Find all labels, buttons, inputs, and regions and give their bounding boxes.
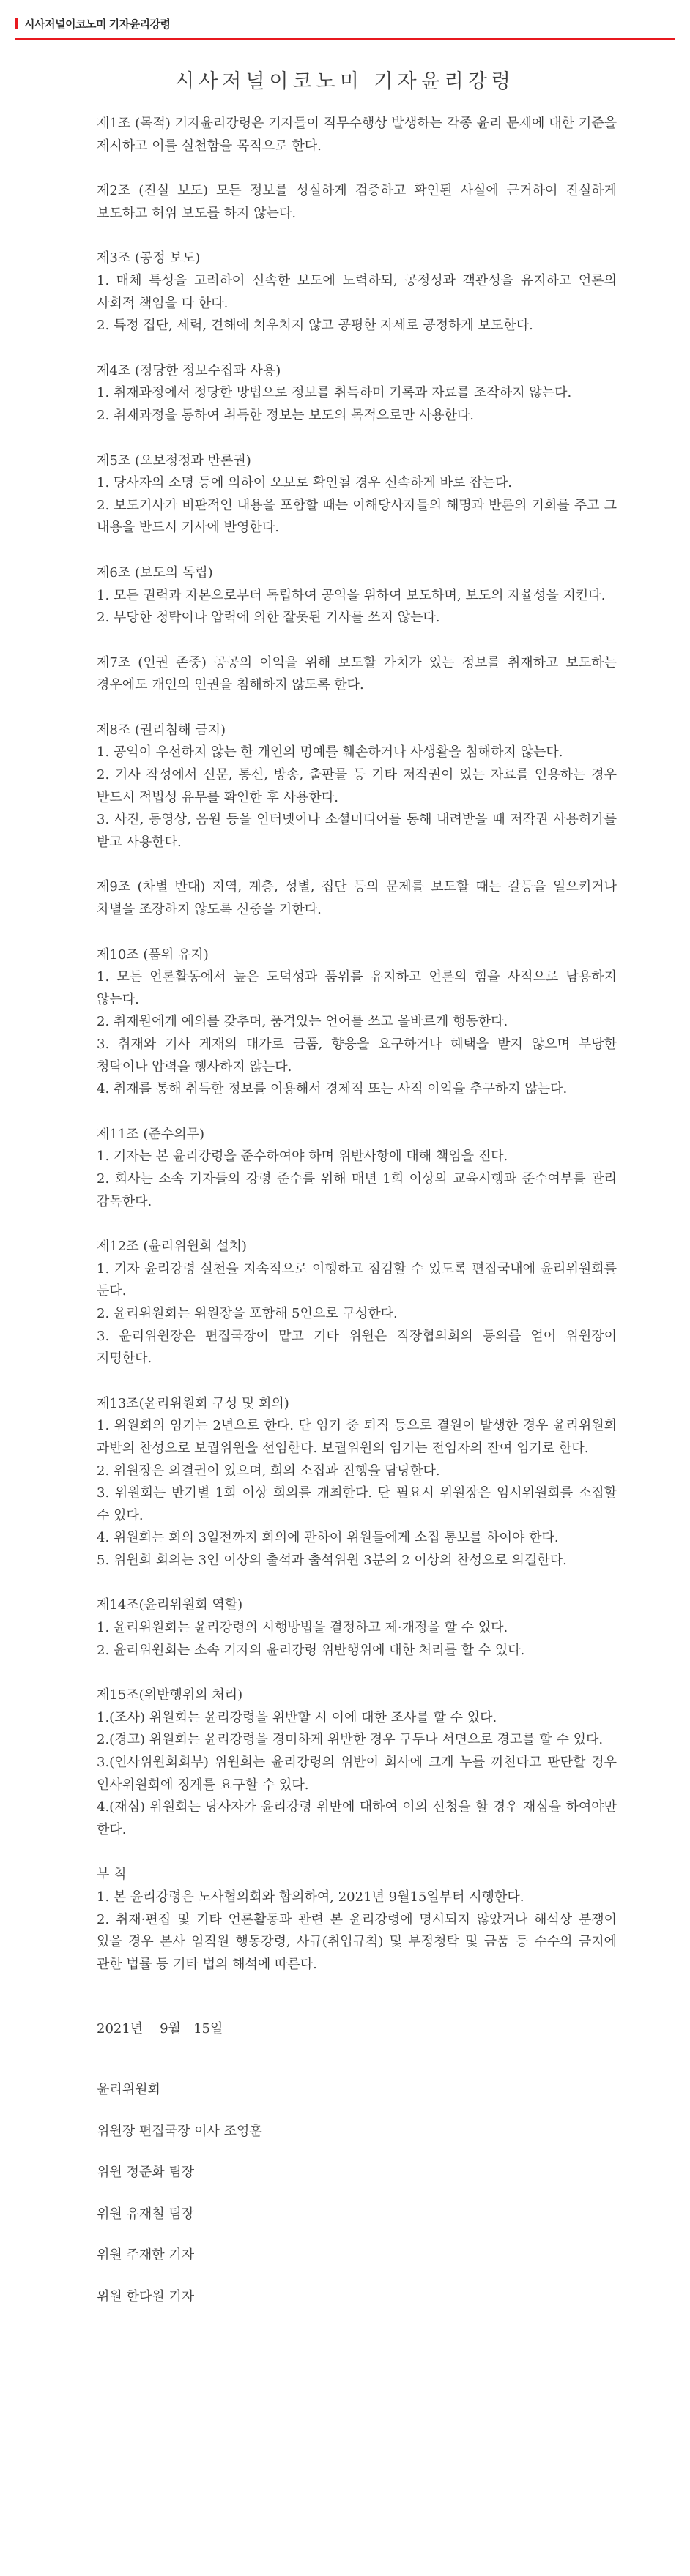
article	[97, 180, 617, 225]
article	[97, 450, 617, 540]
article	[97, 1594, 617, 1662]
article	[97, 360, 617, 428]
article-line: 2. 부당한 청탁이나 압력에 의한 잘못된 기사를 쓰지 않는다.	[97, 610, 440, 626]
article-line: 1. 윤리위원회는 윤리강령의 시행방법을 결정하고 제·개정을 할 수 있다.	[97, 1620, 508, 1636]
article-line: 3. 사진, 동영상, 음원 등을 인터넷이나 소셜미디어를 통해 내려받을 때 저작권 사용허가를 받고 사용한다.	[97, 812, 617, 850]
article-line: 1. 매체 특성을 고려하여 신속한 보도에 노력하되, 공정성과 객관성을 유지하고 언론의 사회적 책임을 다 한다.	[97, 272, 617, 311]
article-line: 3. 위원회는 반기별 1회 이상 회의를 개최한다. 단 필요시 위원장은 임시위원회를 소집할 수 있다.	[97, 1485, 617, 1523]
article-line: 2. 취재·편집 및 기타 언론활동과 관련 본 윤리강령에 명시되지 않았거나 해석상 분쟁이 있을 경우 본사 임직원 행동강령, 사규(취업규칙) 및 부정청탁 및 금품 등 수수의 금지에 관한 법률 등 기타 법의 해석에 따른다.	[97, 1911, 617, 1972]
article-line: 1.(조사) 위원회는 윤리강령을 위반할 시 이에 대한 조사를 할 수 있다.	[97, 1709, 497, 1725]
article-line: 2. 윤리위원회는 소속 기자의 윤리강령 위반행위에 대한 처리를 할 수 있다.	[97, 1642, 525, 1658]
article-line: 제7조 (인권 존중) 공공의 이익을 위해 보도할 가치가 있는 정보를 취재하고 보도하는 경우에도 개인의 인권을 침해하지 않도록 한다.	[97, 654, 617, 693]
signature-line: 위원장 편집국장 이사 조영훈	[97, 2123, 262, 2139]
article-line: 제4조 (정당한 정보수집과 사용)	[97, 362, 281, 378]
article-line: 1. 위원회의 임기는 2년으로 한다. 단 임기 중 퇴직 등으로 결원이 발생한 경우 윤리위원회 과반의 찬성으로 보궐위원을 선임한다. 보궐위원의 임기는 전임자의 잔여 임기로 한다.	[97, 1418, 617, 1456]
document-title: 시사저널이코노미 기자윤리강령	[175, 70, 515, 93]
signature-line: 위원 유재철 팀장	[97, 2206, 195, 2222]
article-line: 4.(재심) 위원회는 당사자가 윤리강령 위반에 대하여 이의 신청을 할 경우 재심을 하여야만 한다.	[97, 1799, 617, 1837]
article-line: 4. 취재를 통해 취득한 정보를 이용해서 경제적 또는 사적 이익을 추구하지 않는다.	[97, 1081, 568, 1097]
article	[97, 944, 617, 1101]
document-scan	[0, 65, 690, 2364]
article-line: 1. 모든 권력과 자본으로부터 독립하여 공익을 위하여 보도하며, 보도의 자율성을 지킨다.	[97, 587, 606, 603]
article	[97, 1864, 617, 1976]
article-line: 1. 당사자의 소명 등에 의하여 오보로 확인될 경우 신속하게 바로 잡는다.	[97, 475, 512, 491]
signature-line: 위원 주재한 기자	[97, 2247, 195, 2263]
article-line: 제1조 (목적) 기자윤리강령은 기자들이 직무수행상 발생하는 각종 윤리 문제에 대한 기준을 제시하고 이를 실천함을 목적으로 한다.	[97, 116, 617, 154]
article	[97, 113, 617, 157]
site-header	[15, 16, 675, 40]
article-line: 3.(인사위원회회부) 위원회는 윤리강령의 위반이 회사에 크게 누를 끼친다고 판단할 경우 인사위원회에 징계를 요구할 수 있다.	[97, 1755, 617, 1793]
document-date: 2021년 9월 15일	[97, 2021, 223, 2037]
site-header-title: 시사저널이코노미 기자윤리강령	[24, 18, 171, 31]
article	[97, 247, 617, 337]
article-line: 제5조 (오보정정과 반론권)	[97, 452, 251, 468]
article-line: 1. 공익이 우선하지 않는 한 개인의 명예를 훼손하거나 사생활을 침해하지 않는다.	[97, 744, 563, 761]
article-line: 1. 기자는 본 윤리강령을 준수하여야 하며 위반사항에 대해 책임을 진다.	[97, 1149, 508, 1165]
article	[97, 876, 617, 921]
article-line: 제15조(위반행위의 처리)	[97, 1687, 243, 1703]
article-line: 2. 윤리위원회는 위원장을 포함해 5인으로 구성한다.	[97, 1305, 398, 1321]
article-line: 3. 윤리위원장은 편집국장이 맡고 기타 위원은 직장협의회의 동의를 얻어 위원장이 지명한다.	[97, 1328, 617, 1367]
article-line: 제3조 (공정 보도)	[97, 250, 201, 266]
article-line: 1. 취재과정에서 정당한 방법으로 정보를 취득하며 기록과 자료를 조작하지 않는다.	[97, 385, 572, 401]
article-line: 제10조 (품위 유지)	[97, 947, 209, 963]
signatures-container	[97, 2079, 617, 2309]
article-line: 1. 모든 언론활동에서 높은 도덕성과 품위를 유지하고 언론의 힘을 사적으로 남용하지 않는다.	[97, 969, 617, 1007]
document-body	[97, 113, 617, 2309]
article	[97, 562, 617, 630]
article-line: 제8조 (권리침해 금지)	[97, 722, 226, 738]
red-accent-bar-icon	[15, 18, 18, 29]
article-line: 5. 위원회 회의는 3인 이상의 출석과 출석위원 3분의 2 이상의 찬성으로 의결한다.	[97, 1552, 567, 1568]
article	[97, 1124, 617, 1213]
article-line: 2. 취재원에게 예의를 갖추며, 품격있는 언어를 쓰고 올바르게 행동한다.	[97, 1014, 508, 1030]
article-line: 2. 취재과정을 통하여 취득한 정보는 보도의 목적으로만 사용한다.	[97, 407, 475, 423]
article-line: 2. 특정 집단, 세력, 견해에 치우치지 않고 공평한 자세로 공정하게 보도한다.	[97, 318, 533, 334]
signature-line: 위원 한다원 기자	[97, 2288, 195, 2304]
article-line: 4. 위원회는 회의 3일전까지 회의에 관하여 위원들에게 소집 통보를 하여야 한다.	[97, 1530, 559, 1546]
article	[97, 720, 617, 854]
article-line: 1. 본 윤리강령은 노사협의회와 합의하여, 2021년 9월15일부터 시행한다.	[97, 1889, 524, 1905]
article-line: 3. 취재와 기사 게재의 대가로 금품, 향응을 요구하거나 혜택을 받지 않으며 부당한 청탁이나 압력을 행사하지 않는다.	[97, 1037, 617, 1075]
articles-container	[97, 113, 617, 1976]
article-line: 2.(경고) 위원회는 윤리강령을 경미하게 위반한 경우 구두나 서면으로 경고를 할 수 있다.	[97, 1732, 604, 1748]
article-line: 2. 기사 작성에서 신문, 통신, 방송, 출판물 등 기타 저작권이 있는 자료를 인용하는 경우 반드시 적법성 유무를 확인한 후 사용한다.	[97, 767, 617, 805]
article-line: 제6조 (보도의 독립)	[97, 564, 213, 580]
article-line: 제2조 (진실 보도) 모든 정보를 성실하게 검증하고 확인된 사실에 근거하여 진실하게 보도하고 허위 보도를 하지 않는다.	[97, 183, 617, 221]
article-line: 2. 위원장은 의결권이 있으며, 회의 소집과 진행을 담당한다.	[97, 1463, 440, 1479]
article	[97, 1393, 617, 1572]
article-line: 제14조(윤리위원회 역할)	[97, 1597, 243, 1613]
article-line: 2. 보도기사가 비판적인 내용을 포함할 때는 이해당사자들의 해명과 반론의 기회를 주고 그 내용을 반드시 기사에 반영한다.	[97, 497, 617, 536]
article	[97, 652, 617, 697]
article-line: 제11조 (준수의무)	[97, 1126, 204, 1142]
article-line: 부 칙	[97, 1867, 127, 1883]
article	[97, 1684, 617, 1841]
article-line: 제13조(윤리위원회 구성 및 회의)	[97, 1395, 289, 1411]
signature-line: 위원 정준화 팀장	[97, 2165, 195, 2181]
article-line: 2. 회사는 소속 기자들의 강령 준수를 위해 매년 1회 이상의 교육시행과 준수여부를 관리 감독한다.	[97, 1171, 617, 1209]
article-line: 제12조 (윤리위원회 설치)	[97, 1239, 247, 1255]
article	[97, 1236, 617, 1370]
article-line: 1. 기자 윤리강령 실천을 지속적으로 이행하고 점검할 수 있도록 편집국내에 윤리위원회를 둔다.	[97, 1261, 617, 1299]
signature-line: 윤리위원회	[97, 2081, 160, 2097]
article-line: 제9조 (차별 반대) 지역, 계층, 성별, 집단 등의 문제를 보도할 때는 갈등을 일으키거나 차별을 조장하지 않도록 신중을 기한다.	[97, 879, 617, 918]
